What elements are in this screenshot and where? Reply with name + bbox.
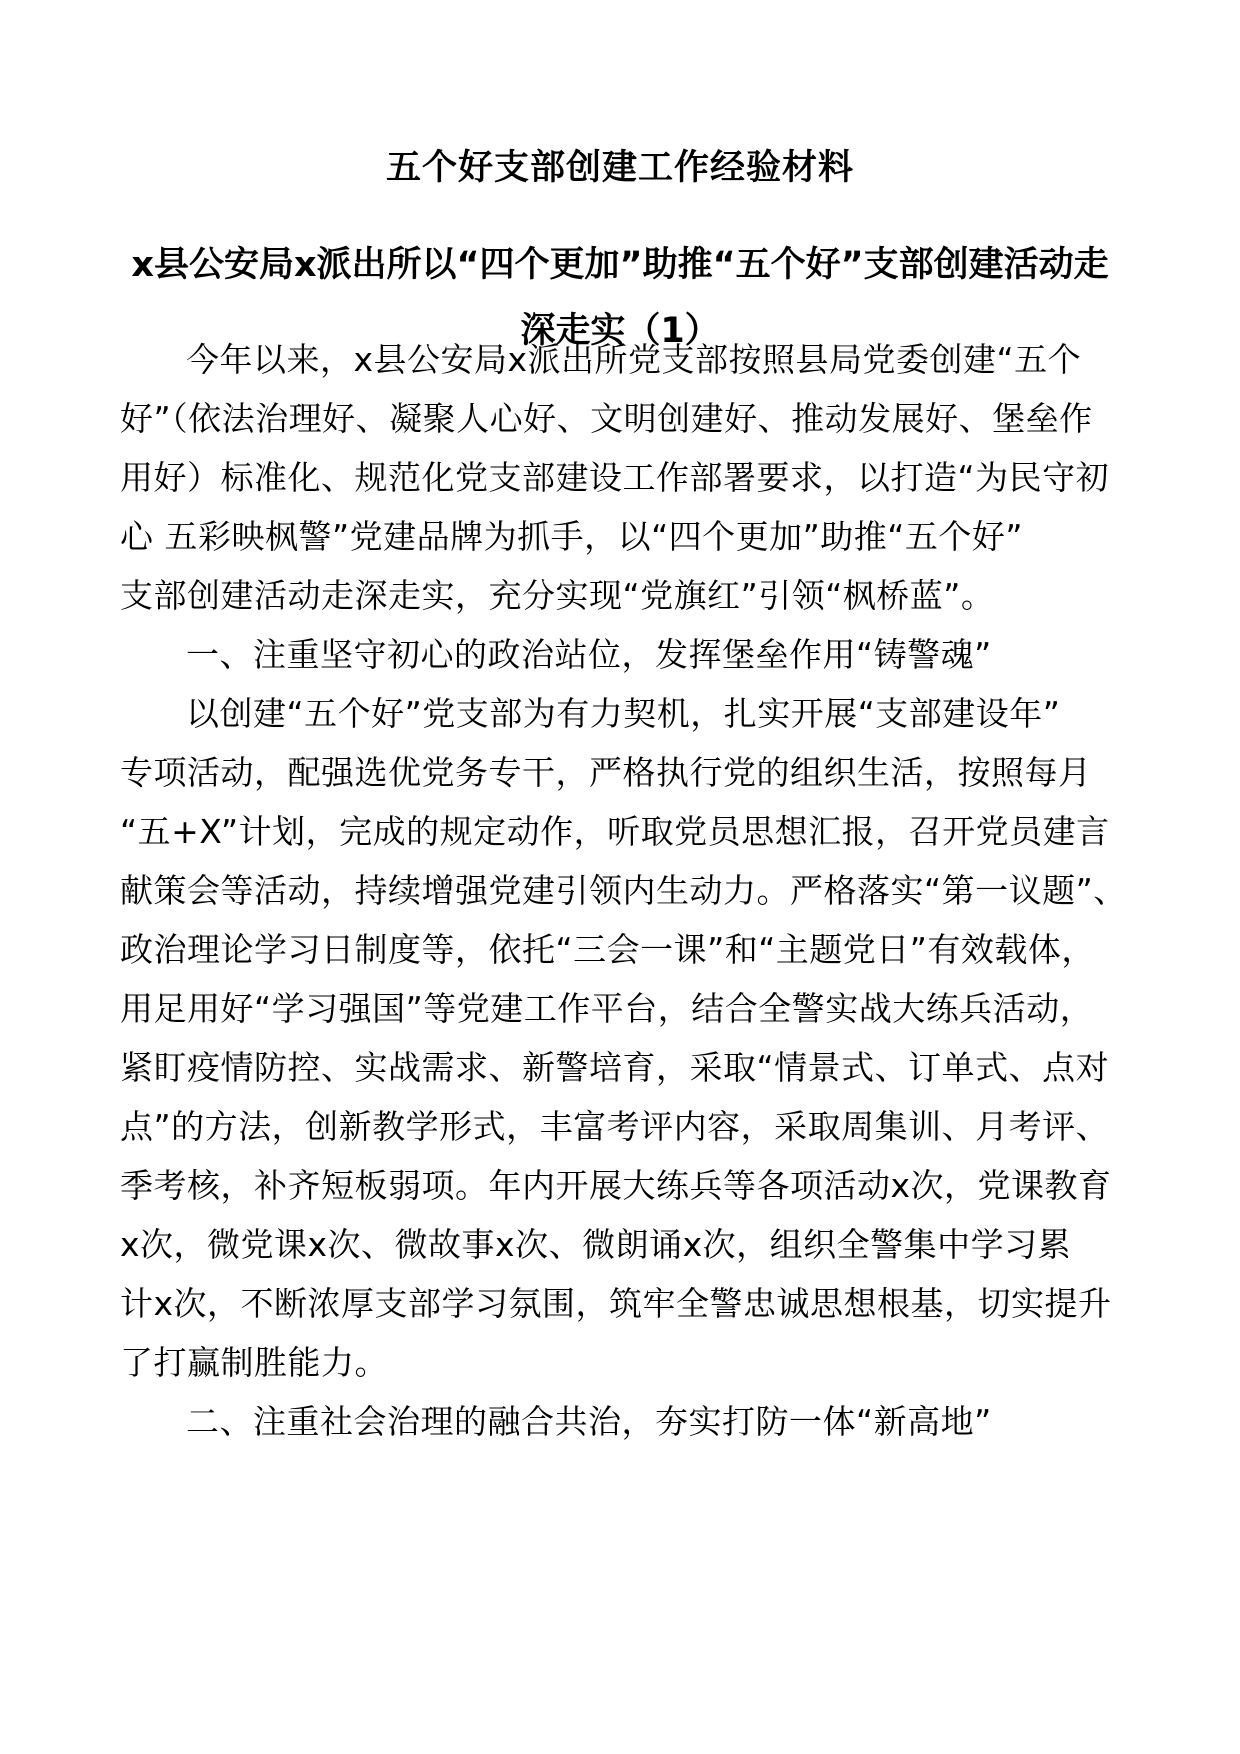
body-line-4: 心 五彩映枫警”党建品牌为抓手，以“四个更加”助推“五个好” (120, 517, 1023, 556)
section-heading-1: 一、注重坚守初心的政治站位，发挥堡垒作用“铸警魂” (186, 635, 992, 674)
body-line-17: 计x次，不断浓厚支部学习氛围，筑牢全警忠诚思想根基，切实提升 (120, 1284, 1112, 1323)
body-line-10: 献策会等活动，持续增强党建引领内生动力。严格落实“第一议题”、 (120, 871, 1127, 910)
body-line-1: 今年以来，x县公安局x派出所党支部按照县局党委创建“五个 (186, 340, 1082, 379)
body-line-18: 了打赢制胜能力。 (120, 1343, 388, 1382)
body-line-14: 点”的方法，创新教学形式，丰富考评内容，采取周集训、月考评、 (120, 1107, 1110, 1146)
body-line-8: 专项活动，配强选优党务专干，严格执行党的组织生活，按照每月 (120, 753, 1092, 792)
body-line-9: “五+X”计划，完成的规定动作，听取党员思想汇报，召开党员建言 (120, 812, 1110, 851)
body-line-13: 紧盯疫情防控、实战需求、新警培育，采取“情景式、订单式、点对 (120, 1048, 1110, 1087)
section-heading-2: 二、注重社会治理的融合共治，夯实打防一体“新高地” (186, 1402, 992, 1441)
body-line-7: 以创建“五个好”党支部为有力契机，扎实开展“支部建设年” (186, 694, 1061, 733)
document-subtitle: x县公安局x派出所以“四个更加”助推“五个好”支部创建活动走深走实（1） (131, 245, 1109, 351)
body-line-11: 政治理论学习日制度等，依托“三会一课”和“主题党日”有效载体， (120, 930, 1095, 969)
body-line-15: 季考核，补齐短板弱项。年内开展大练兵等各项活动x次，党课教育 (120, 1166, 1112, 1205)
body-line-5: 支部创建活动走深走实，充分实现“党旗红”引领“枫桥蓝”。 (120, 576, 995, 615)
document-title: 五个好支部创建工作经验材料 (385, 148, 854, 188)
body-line-16: x次，微党课x次、微故事x次、微朗诵x次，组织全警集中学习累 (120, 1225, 1072, 1264)
body-line-12: 用足用好“学习强国”等党建工作平台，结合全警实战大练兵活动， (120, 989, 1094, 1028)
body-line-3: 用好）标准化、规范化党支部建设工作部署要求，以打造“为民守初 (120, 458, 1110, 497)
body-line-2: 好”（依法治理好、凝聚人心好、文明创建好、推动发展好、堡垒作 (120, 399, 1093, 438)
